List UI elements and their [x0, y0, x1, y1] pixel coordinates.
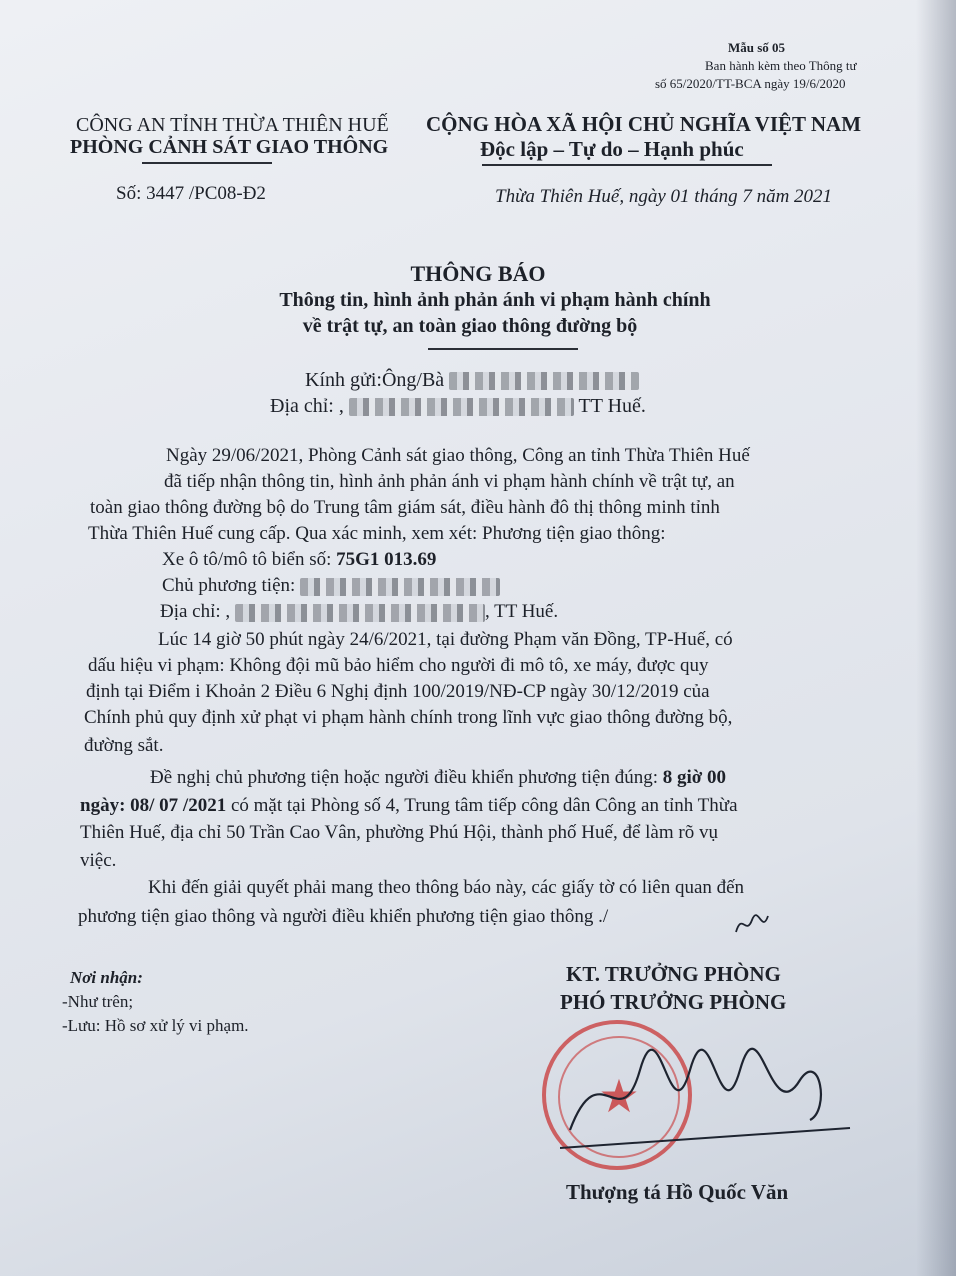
stamp-star-icon: ★	[598, 1071, 640, 1122]
form-number: Mẫu số 05	[728, 40, 786, 55]
form-issued-line2: số 65/2020/TT-BCA ngày 19/6/2020	[655, 76, 846, 91]
national-motto: Độc lập – Tự do – Hạnh phúc	[480, 137, 744, 161]
owner-line	[162, 575, 500, 597]
date-label: ngày:	[80, 795, 131, 816]
p3-line2	[80, 795, 738, 817]
p3-line3: Thiên Huế, địa chỉ 50 Trần Cao Vân, phường Phú Hội, thành phố Huế, để làm rõ vụ	[80, 822, 718, 843]
document-subtitle-line2: về trật tự, an toàn giao thông đường bộ	[302, 315, 638, 337]
redacted-recipient-name	[449, 372, 639, 390]
p1-line1: Ngày 29/06/2021, Phòng Cảnh sát giao thông, Công an tỉnh Thừa Thiên Huế	[166, 445, 750, 466]
p3-line1	[150, 767, 726, 789]
recipient-label: Kính gửi:Ông/Bà	[305, 369, 445, 391]
owner-address-line	[160, 601, 558, 623]
owner-address-suffix: , TT Huế.	[484, 601, 559, 622]
department-name: PHÒNG CẢNH SÁT GIAO THÔNG	[70, 136, 389, 158]
p2-line2: dấu hiệu vi phạm: Không đội mũ bảo hiểm cho người đi mô tô, xe máy, được quy	[88, 655, 709, 676]
plate-line	[162, 549, 436, 571]
p1-line4: Thừa Thiên Huế cung cấp. Qua xác minh, xem xét: Phương tiện giao thông:	[88, 523, 666, 544]
p2-line4: Chính phủ quy định xử phạt vi phạm hành chính trong lĩnh vực giao thông đường bộ,	[84, 707, 733, 728]
recipient-item-1: -Như trên;	[62, 992, 134, 1011]
agency-underline	[142, 162, 272, 164]
p1-line2: đã tiếp nhận thông tin, hình ảnh phản ánh vi phạm hành chính về trật tự, an	[164, 471, 735, 492]
address-suffix: TT Huế.	[578, 395, 646, 417]
place-date: Thừa Thiên Huế, ngày 01 tháng 7 năm 2021	[495, 186, 833, 207]
p4-line2: phương tiện giao thông và người điều khiển phương tiện giao thông ./	[78, 906, 609, 927]
p1-line3: toàn giao thông đường bộ do Trung tâm giám sát, điều hành đô thị thông minh tỉnh	[90, 497, 720, 518]
redacted-owner-address	[235, 604, 485, 622]
motto-underline	[482, 164, 772, 166]
appointment-date: 08/ 07 /2021	[130, 795, 227, 816]
title-underline	[428, 348, 578, 350]
p3-line2-text: có mặt tại Phòng số 4, Trung tâm tiếp công dân Công an tỉnh Thừa	[226, 795, 738, 816]
plate-label: Xe ô tô/mô tô biển số:	[162, 549, 337, 570]
appointment-time: 8 giờ 00	[662, 767, 727, 788]
owner-label: Chủ phương tiện:	[162, 575, 296, 596]
redacted-address	[349, 398, 574, 416]
nation-name: CỘNG HÒA XÃ HỘI CHỦ NGHĨA VIỆT NAM	[426, 112, 862, 136]
form-issued-line1: Ban hành kèm theo Thông tư	[705, 58, 857, 73]
p3-line1-text: Đề nghị chủ phương tiện hoặc người điều khiển phương tiện đúng:	[150, 767, 663, 788]
signature	[560, 1030, 860, 1160]
recipient-item-2: -Lưu: Hồ sơ xử lý vi phạm.	[62, 1016, 249, 1035]
document-title: THÔNG BÁO	[410, 261, 546, 286]
p2-line5: đường sắt.	[84, 735, 164, 756]
recipient-line	[305, 369, 639, 392]
p4-line1: Khi đến giải quyết phải mang theo thông báo này, các giấy tờ có liên quan đến	[148, 877, 745, 898]
document-number: Số: 3447 /PC08-Đ2	[116, 183, 266, 204]
recipient-address-line	[270, 395, 646, 418]
p3-line4: việc.	[80, 850, 117, 871]
redacted-owner-name	[300, 578, 500, 596]
owner-address-label: Địa chỉ: ,	[160, 601, 231, 622]
initials-mark	[732, 906, 772, 940]
p2-line1: Lúc 14 giờ 50 phút ngày 24/6/2021, tại đường Phạm văn Đồng, TP-Huế, có	[158, 629, 733, 650]
address-label: Địa chỉ: ,	[270, 395, 344, 417]
plate-value: 75G1 013.69	[336, 549, 437, 570]
signer-name: Thượng tá Hồ Quốc Văn	[566, 1180, 789, 1204]
document-subtitle-line1: Thông tin, hình ảnh phản ánh vi phạm hành chính	[279, 289, 711, 311]
signer-title-line1: KT. TRƯỞNG PHÒNG	[566, 962, 781, 986]
recipients-title: Nơi nhận:	[70, 968, 143, 987]
agency-name: CÔNG AN TỈNH THỪA THIÊN HUẾ	[76, 114, 389, 136]
p2-line3: định tại Điểm i Khoản 2 Điều 6 Nghị định 100/2019/NĐ-CP ngày 30/12/2019 của	[86, 681, 710, 702]
signer-title-line2: PHÓ TRƯỞNG PHÒNG	[560, 990, 787, 1014]
